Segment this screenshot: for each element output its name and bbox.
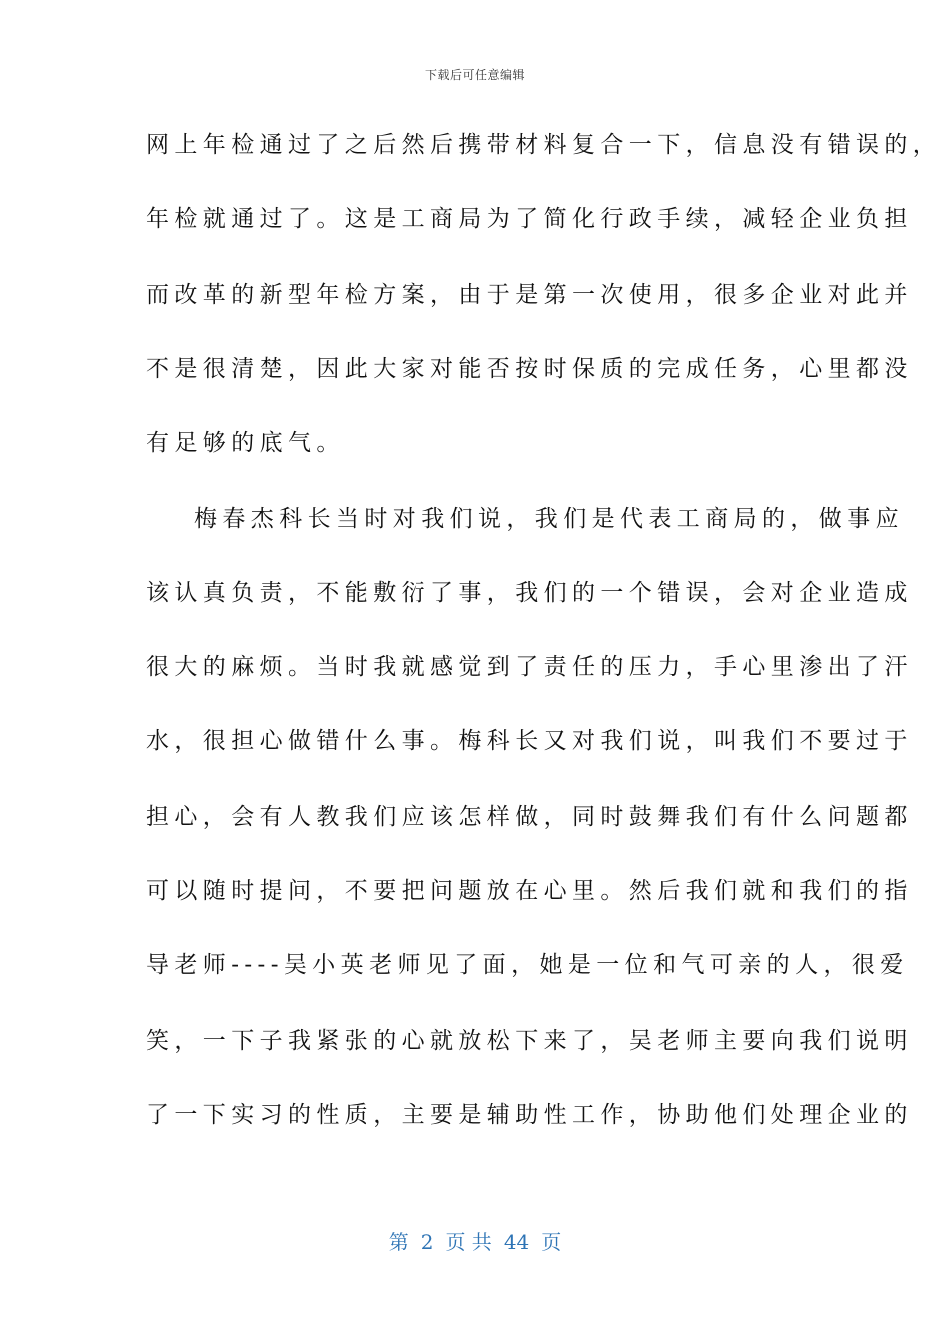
body-line: 该认真负责，不能敷衍了事，我们的一个错误，会对企业造成 xyxy=(146,580,913,606)
footer-suffix: 页 xyxy=(541,1230,562,1254)
body-line: 有足够的底气。 xyxy=(146,430,345,456)
footer-prefix: 第 xyxy=(388,1230,409,1254)
body-line: 网上年检通过了之后然后携带材料复合一下，信息没有错误的， xyxy=(146,132,942,158)
body-line: 很大的麻烦。当时我就感觉到了责任的压力，手心里渗出了汗 xyxy=(146,654,913,680)
body-line: 不是很清楚，因此大家对能否按时保质的完成任务，心里都没 xyxy=(146,356,913,382)
body-line: 而改革的新型年检方案，由于是第一次使用，很多企业对此并 xyxy=(146,282,913,308)
page-footer xyxy=(0,1226,950,1255)
body-line: 了一下实习的性质，主要是辅助性工作，协助他们处理企业的 xyxy=(146,1102,913,1128)
body-line: 年检就通过了。这是工商局为了简化行政手续，减轻企业负担 xyxy=(146,206,913,232)
body-line: 导老师----吴小英老师见了面，她是一位和气可亲的人，很爱 xyxy=(146,952,909,978)
body-line: 担心，会有人教我们应该怎样做，同时鼓舞我们有什么问题都 xyxy=(146,804,913,830)
footer-middle: 页 共 xyxy=(445,1230,492,1254)
footer-total-pages: 44 xyxy=(503,1230,530,1254)
page-header: 下载后可任意编辑 xyxy=(424,68,525,82)
body-line: 笑，一下子我紧张的心就放松下来了，吴老师主要向我们说明 xyxy=(146,1028,913,1054)
body-line: 水，很担心做错什么事。梅科长又对我们说，叫我们不要过于 xyxy=(146,728,913,754)
body-line: 可以随时提问，不要把问题放在心里。然后我们就和我们的指 xyxy=(146,878,913,904)
footer-page-number: 2 xyxy=(420,1230,434,1254)
paragraph-first-line: 梅春杰科长当时对我们说，我们是代表工商局的，做事应 xyxy=(194,506,904,532)
